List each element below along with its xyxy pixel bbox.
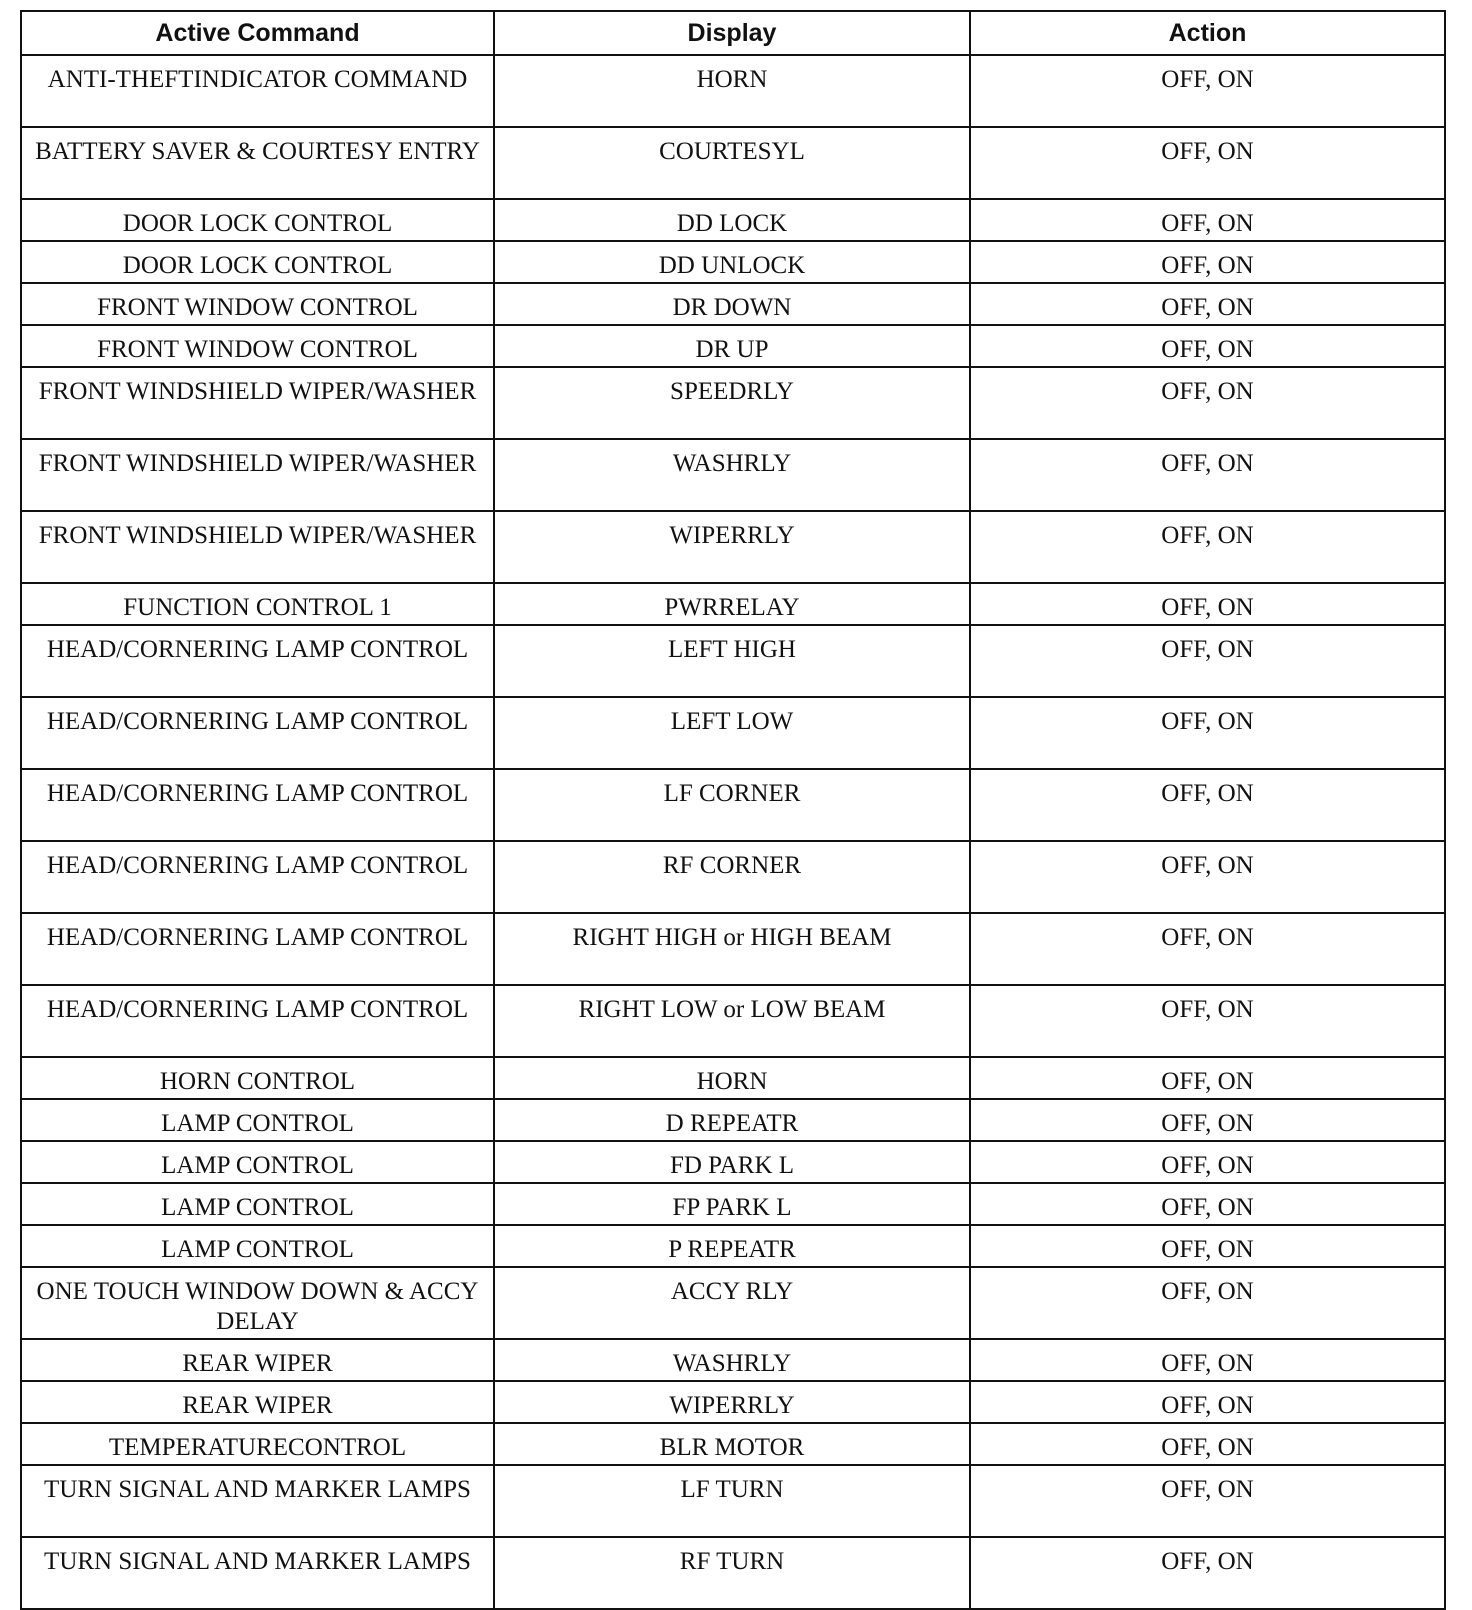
command-cell: HORN CONTROL [21,1057,494,1099]
action-cell: OFF, ON [970,55,1445,127]
action-cell: OFF, ON [970,1465,1445,1537]
table-row [21,583,1445,625]
table-row [21,1057,1445,1099]
command-cell: HEAD/CORNERING LAMP CONTROL [21,697,494,769]
action-cell: OFF, ON [970,697,1445,769]
display-cell: FD PARK L [494,1141,970,1183]
action-cell: OFF, ON [970,127,1445,199]
active-command-table [20,10,1446,1610]
action-cell: OFF, ON [970,1057,1445,1099]
action-cell: OFF, ON [970,985,1445,1057]
header-display: Display [494,11,970,55]
display-cell: WIPERRLY [494,511,970,583]
display-cell: WASHRLY [494,439,970,511]
action-cell: OFF, ON [970,1183,1445,1225]
display-cell: BLR MOTOR [494,1423,970,1465]
command-cell: FRONT WINDSHIELD WIPER/WASHER [21,439,494,511]
display-cell: DD LOCK [494,199,970,241]
action-cell: OFF, ON [970,841,1445,913]
command-cell: TURN SIGNAL AND MARKER LAMPS [21,1465,494,1537]
header-active-command: Active Command [21,11,494,55]
table-row [21,241,1445,283]
table-row [21,127,1445,199]
table-row [21,1225,1445,1267]
table-row [21,1141,1445,1183]
action-cell: OFF, ON [970,1339,1445,1381]
action-cell: OFF, ON [970,1099,1445,1141]
display-cell: HORN [494,55,970,127]
command-cell: HEAD/CORNERING LAMP CONTROL [21,769,494,841]
command-cell: HEAD/CORNERING LAMP CONTROL [21,985,494,1057]
display-cell: D REPEATR [494,1099,970,1141]
table-row [21,913,1445,985]
display-cell: LF TURN [494,1465,970,1537]
display-cell: LEFT HIGH [494,625,970,697]
display-cell: FP PARK L [494,1183,970,1225]
display-cell: RIGHT LOW or LOW BEAM [494,985,970,1057]
table-row [21,55,1445,127]
action-cell: OFF, ON [970,1381,1445,1423]
table-row [21,1423,1445,1465]
display-cell: P REPEATR [494,1225,970,1267]
command-cell: LAMP CONTROL [21,1099,494,1141]
display-cell: RF TURN [494,1537,970,1609]
table-row [21,511,1445,583]
display-cell: PWRRELAY [494,583,970,625]
table-row [21,1099,1445,1141]
display-cell: DR UP [494,325,970,367]
table-row [21,985,1445,1057]
command-cell: FUNCTION CONTROL 1 [21,583,494,625]
display-cell: COURTESYL [494,127,970,199]
action-cell: OFF, ON [970,1141,1445,1183]
command-cell: FRONT WINDOW CONTROL [21,283,494,325]
display-cell: LF CORNER [494,769,970,841]
table-row [21,1381,1445,1423]
command-cell: DOOR LOCK CONTROL [21,241,494,283]
display-cell: SPEEDRLY [494,367,970,439]
command-cell: DOOR LOCK CONTROL [21,199,494,241]
table-row [21,697,1445,769]
display-cell: ACCY RLY [494,1267,970,1339]
table-row [21,325,1445,367]
action-cell: OFF, ON [970,625,1445,697]
command-cell: HEAD/CORNERING LAMP CONTROL [21,841,494,913]
table-row [21,1267,1445,1339]
action-cell: OFF, ON [970,1267,1445,1339]
display-cell: WASHRLY [494,1339,970,1381]
command-cell: HEAD/CORNERING LAMP CONTROL [21,625,494,697]
table-row [21,1183,1445,1225]
table-row [21,1537,1445,1609]
command-cell: TURN SIGNAL AND MARKER LAMPS [21,1537,494,1609]
command-cell: REAR WIPER [21,1381,494,1423]
command-cell: ONE TOUCH WINDOW DOWN & ACCY DELAY [21,1267,494,1339]
table-row [21,439,1445,511]
action-cell: OFF, ON [970,511,1445,583]
action-cell: OFF, ON [970,199,1445,241]
command-cell: ANTI-THEFTINDICATOR COMMAND [21,55,494,127]
action-cell: OFF, ON [970,325,1445,367]
action-cell: OFF, ON [970,367,1445,439]
header-row [21,11,1445,55]
table-row [21,769,1445,841]
action-cell: OFF, ON [970,241,1445,283]
header-action: Action [970,11,1445,55]
display-cell: LEFT LOW [494,697,970,769]
command-cell: LAMP CONTROL [21,1225,494,1267]
action-cell: OFF, ON [970,1537,1445,1609]
command-cell: FRONT WINDOW CONTROL [21,325,494,367]
table-row [21,199,1445,241]
command-cell: FRONT WINDSHIELD WIPER/WASHER [21,511,494,583]
command-cell: HEAD/CORNERING LAMP CONTROL [21,913,494,985]
command-cell: FRONT WINDSHIELD WIPER/WASHER [21,367,494,439]
command-cell: BATTERY SAVER & COURTESY ENTRY [21,127,494,199]
command-cell: REAR WIPER [21,1339,494,1381]
command-cell: LAMP CONTROL [21,1183,494,1225]
table-row [21,841,1445,913]
display-cell: RF CORNER [494,841,970,913]
command-cell: TEMPERATURECONTROL [21,1423,494,1465]
action-cell: OFF, ON [970,769,1445,841]
display-cell: HORN [494,1057,970,1099]
display-cell: DD UNLOCK [494,241,970,283]
display-cell: WIPERRLY [494,1381,970,1423]
table-row [21,1465,1445,1537]
table-row [21,283,1445,325]
display-cell: RIGHT HIGH or HIGH BEAM [494,913,970,985]
action-cell: OFF, ON [970,1423,1445,1465]
table-row [21,1339,1445,1381]
action-cell: OFF, ON [970,283,1445,325]
action-cell: OFF, ON [970,439,1445,511]
table-row [21,367,1445,439]
action-cell: OFF, ON [970,1225,1445,1267]
table-row [21,625,1445,697]
display-cell: DR DOWN [494,283,970,325]
action-cell: OFF, ON [970,913,1445,985]
action-cell: OFF, ON [970,583,1445,625]
command-cell: LAMP CONTROL [21,1141,494,1183]
